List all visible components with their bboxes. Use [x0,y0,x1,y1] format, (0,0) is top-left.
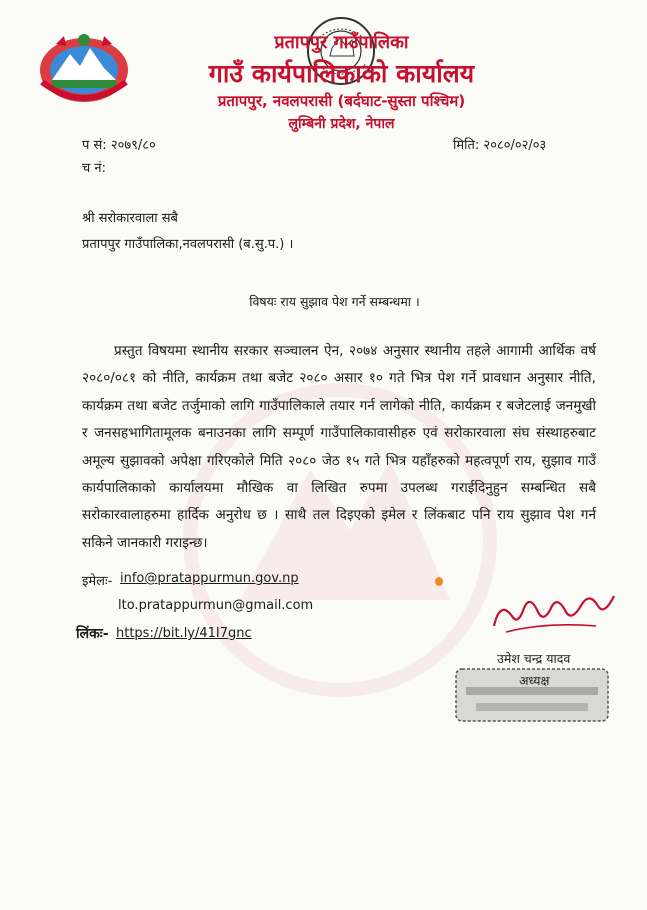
link-label: लिंकः- [76,626,109,642]
email-link-it-officer[interactable]: lto.pratappurmun@gmail.com [118,598,314,613]
header-municipality-name: प्रतापपुर गाउँपालिका [274,32,409,53]
ink-mark [435,577,443,586]
header-office-name: गाउँ कार्यपालिकाको कार्यालय [208,59,475,88]
feedback-short-link[interactable]: https://bit.ly/41I7gnc [116,626,252,641]
email-link-info[interactable]: info@pratappurmun.gov.np [120,571,299,586]
email-label: इमेलः- [82,574,113,589]
recipient-line-2: प्रतापपुर गाउँपालिका,नवलपरासी (ब.सु.प.) । [82,237,294,252]
handwritten-signature-icon [486,582,621,642]
recipient-line-1: श्री सरोकारवाला सबै [82,211,178,226]
letter-body [82,338,596,557]
header-address: प्रतापपुर, नवलपरासी (बर्दघाट-सुस्ता पश्चिम) [217,92,466,110]
reference-number: प सं: २०७९/८० [82,138,156,153]
header-province: लुम्बिनी प्रदेश, नेपाल [288,116,395,132]
letter-body-paragraph: प्रस्तुत विषयमा स्थानीय सरकार सञ्चालन ऐन, २०७४ अनुसार स्थानीय तहले आगामी आर्थिक वर्ष २०८०/०८१ को नीति, कार्यक्रम तथा बजेट २०८० असार १० गते भित्र पेश गर्ने प्रावधान अनुसार नीति, कार्यक्रम तथा बजेट तर्जुमाको लागि गाउँपालिकाले तयार गर्न लागेको नीति, कार्यक्रम र बजेटलाई जनमुखी र जनसहभागितामूलक बनाउनका लागि सम्पूर्ण गाउँपालिकावासीहरु एवं सरोकारवाला संघ संस्थाहरुबाट अमूल्य सुझावको अपेक्षा गरिएकोले मिति २०८० जेठ १५ गते भित्र यहाँहरुको महत्वपूर्ण राय, सुझाव गाउँ कार्यपालिकाको कार्यालयमा मौखिक वा लिखित रुपमा उपलब्ध गराईदिनुहुन सम्बन्धित सबै सरोकारवालाहरुमा हार्दिक अनुरोध छ । साथै तल दिइएको इमेल र लिंकबाट पनि राय सुझाव पेश गर्न सकिने जानकारी गराइन्छ। [82,343,596,551]
signer-name: उमेश चन्द्र यादव [497,651,571,666]
dispatch-number: च नं: [82,161,106,176]
letter-subject: विषयः राय सुझाव पेश गर्ने सम्बन्धमा । [249,294,420,309]
letter-date: मिति: २०८०/०२/०३ [453,138,547,153]
signer-designation: अध्यक्ष [519,673,550,688]
